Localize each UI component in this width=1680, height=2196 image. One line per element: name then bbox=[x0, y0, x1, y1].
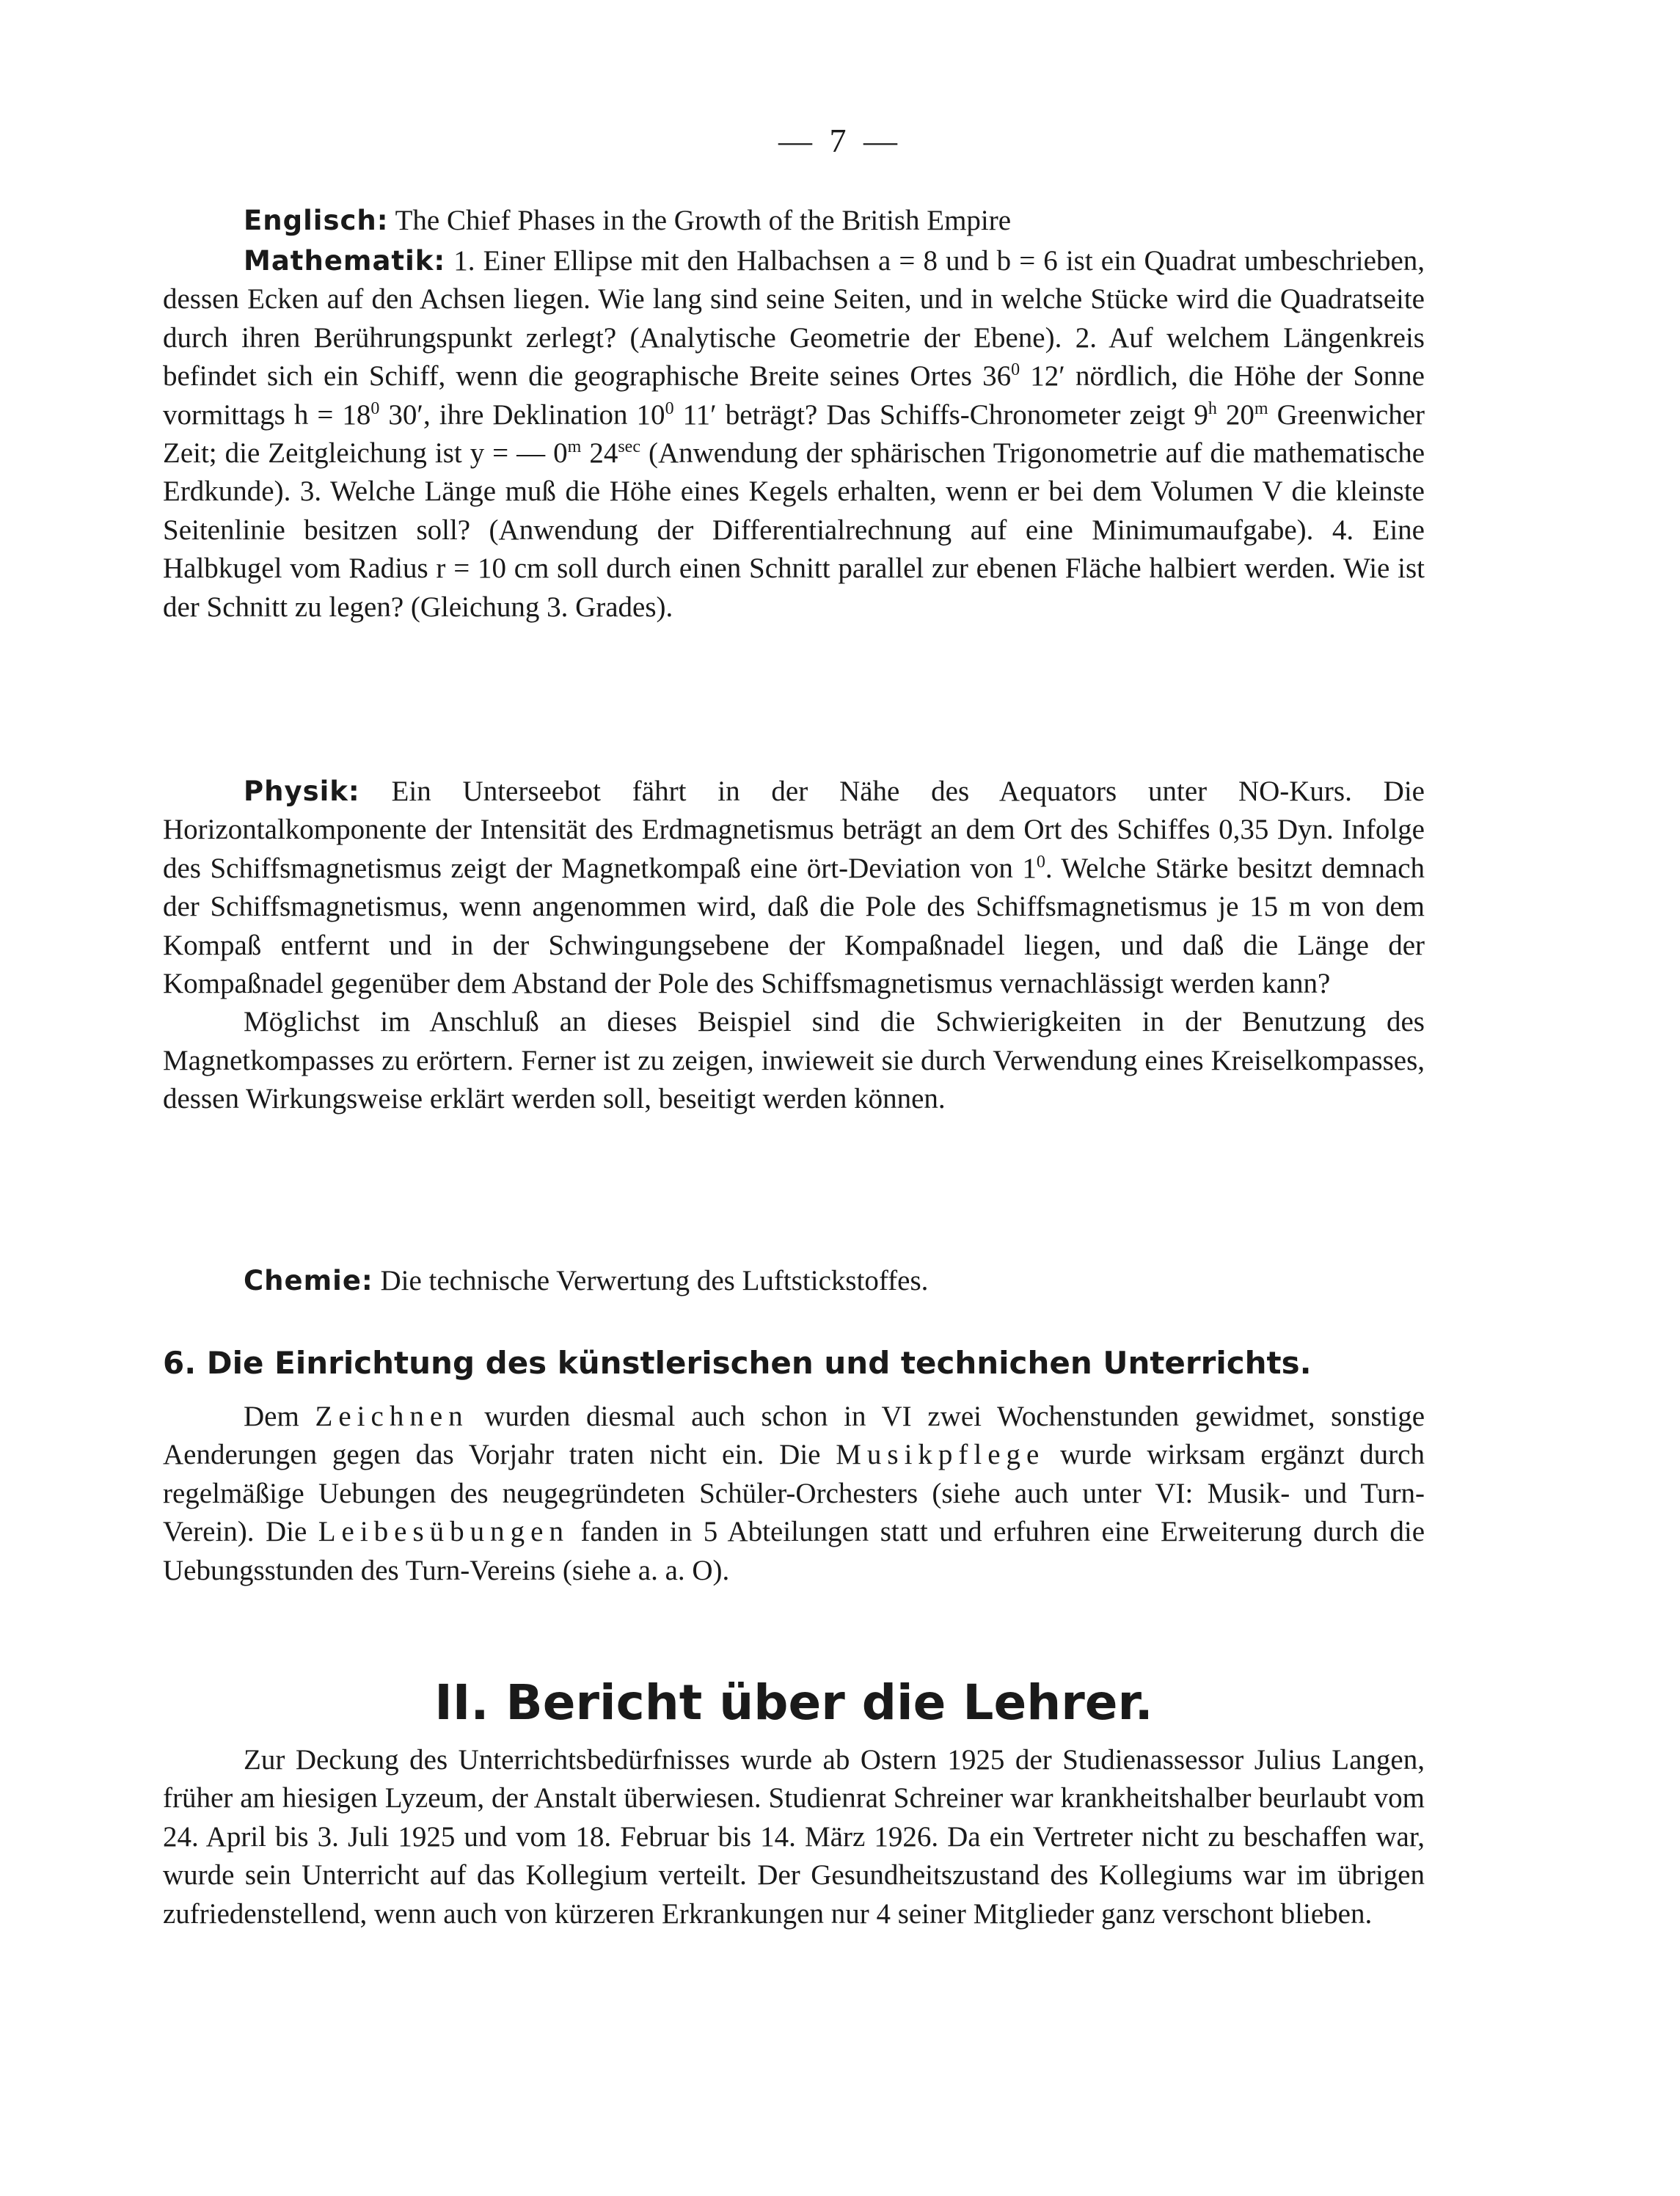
section-6-text: wurden diesmal auch schon in VI zwei Wochenstunden gewidmet, sonstige Aenderungen gegen das Vorjahr traten nicht ein. Die bbox=[163, 1401, 1425, 1471]
chemie-paragraph bbox=[163, 1262, 1425, 1300]
mathematik-text: (Anwendung der sphärischen Trigonometrie auf die mathematische Erdkunde). 3. Welche Länge muß die Höhe eines Kegels erhalten, wenn er bei dem Volumen V die kleinste Seitenlinie besitzen soll? (Anwendung der Differentialrechnung auf eine Minimumaufgabe). 4. Eine Halbkugel vom Radius r = 10 cm soll durch einen Schnitt parallel zur ebenen Fläche halbiert werden. Wie ist der Schnitt zu legen? (Gleichung 3. Grades). bbox=[163, 437, 1425, 623]
degree-sup: 0 bbox=[370, 398, 380, 418]
musikpflege-spaced: Musikpflege bbox=[836, 1439, 1045, 1471]
physik-text: Möglichst im Anschluß an dieses Beispiel sind die Schwierigkeiten in der Benutzung des Magnetkompasses zu erörtern. Ferner ist zu zeigen, inwieweit sie durch Verwendung eines Kreiselkompasses, dessen Wirkungsweise erklärt werden soll, beseitigt werden können. bbox=[163, 1006, 1425, 1115]
mathematik-text: 24 bbox=[581, 437, 618, 470]
chemie-section bbox=[163, 1262, 1425, 1300]
mathematik-text: 20 bbox=[1216, 398, 1254, 431]
part-2-paragraph: Zur Deckung des Unterrichtsbedürfnisses wurde ab Ostern 1925 der Studienassessor Julius Langen, früher am hiesigen Lyzeum, der Anstalt überwiesen. Studienrat Schreiner war krankheitshalber beurlaubt vom 24. April bis 3. Juli 1925 und vom 18. Februar bis 14. März 1926. Da ein Vertreter nicht zu beschaffen war, wurde sein Unterricht auf das Kollegium verteilt. Der Gesundheitszustand des Kollegiums war im übrigen zufriedenstellend, wenn auch von kürzeren Erkrankungen nur 4 seiner Mitglieder ganz verschont blieben. bbox=[163, 1744, 1425, 1930]
mathematik-section bbox=[163, 242, 1425, 627]
mathematik-text: Greenwicher Zeit; die Zeitgleichung ist y = — 0 bbox=[163, 398, 1425, 470]
physik-paragraph bbox=[163, 773, 1425, 1003]
englisch-paragraph bbox=[163, 202, 1425, 240]
part-2-body bbox=[163, 1741, 1425, 1933]
part-2-heading: II. Bericht über die Lehrer. bbox=[434, 1674, 1153, 1731]
part-2 bbox=[163, 1671, 1425, 1734]
zeichnen-spaced: Zeichnen bbox=[315, 1401, 469, 1432]
physik-text: . Welche Stärke besitzt demnach der Schiffsmagnetismus, wenn angenommen wird, daß die Pole des Schiffsmagnetismus je 15 m von dem Kompaß entfernt und in der Schwingungsebene der Kompaßnadel liegen, und daß die Länge der Kompaßnadel gegenüber dem Abstand der Pole des Schiffsmagnetismus vernachlässigt werden kann? bbox=[163, 852, 1425, 1000]
section-6-paragraph bbox=[163, 1398, 1425, 1590]
minute-sup: m bbox=[567, 437, 582, 457]
mathematik-text: 1. Einer Ellipse mit den Halbachsen a = 8 und b = 6 ist ein Quadrat umbeschrieben, dessen Ecken auf den Achsen liegen. Wie lang sind seine Seiten, und in welche Stücke wird die Quadratseite durch ihren Berührungspunkt zerlegt? (Analytische Geometrie der Ebene). 2. Auf welchem Längenkreis befindet sich ein Schiff, wenn die geographische Breite seines Ortes 36 bbox=[163, 245, 1425, 393]
leibesuebungen-spaced: Leibesübungen bbox=[318, 1516, 569, 1548]
degree-sup: 0 bbox=[1011, 360, 1020, 380]
page-number: — 7 — bbox=[778, 122, 902, 159]
section-6-heading: 6. Die Einrichtung des künstlerischen und technichen Unterrichts. bbox=[163, 1345, 1312, 1381]
section-6-text: Dem bbox=[244, 1401, 315, 1432]
section-6-text: wurde wirksam ergänzt durch regelmäßige Uebungen des neugegründeten Schüler-Orchesters (siehe auch unter VI: Musik- und Turn-Verein). Die bbox=[163, 1439, 1425, 1548]
second-sup: sec bbox=[618, 437, 640, 457]
englisch-text: The Chief Phases in the Growth of the British Empire bbox=[395, 205, 1012, 236]
physik-paragraph-2 bbox=[163, 1003, 1425, 1118]
mathematik-label: Mathematik: bbox=[244, 245, 446, 277]
englisch-section bbox=[163, 202, 1425, 240]
mathematik-text: 11′ beträgt? Das Schiffs-Chronometer zeigt 9 bbox=[673, 398, 1208, 431]
chemie-label: Chemie: bbox=[244, 1265, 373, 1296]
minute-sup: m bbox=[1254, 398, 1268, 418]
mathematik-text: 12′ nördlich, die Höhe der Sonne vormittags h = 18 bbox=[163, 360, 1425, 431]
hour-sup: h bbox=[1208, 398, 1217, 418]
englisch-label: Englisch: bbox=[244, 205, 389, 236]
physik-text: Ein Unterseebot fährt in der Nähe des Aequators unter NO-Kurs. Die Horizontalkomponente der Intensität des Erdmagnetismus beträgt an dem Ort des Schiffes 0,35 Dyn. Infolge des Schiffsmagnetismus zeigt der Magnetkompaß eine ört-Deviation von 1 bbox=[163, 776, 1425, 884]
physik-label: Physik: bbox=[244, 776, 360, 807]
physik-section bbox=[163, 773, 1425, 1119]
section-6-body bbox=[163, 1398, 1425, 1590]
section-6-text: fanden in 5 Abteilungen statt und erfuhren eine Erweiterung durch die Uebungsstunden des Turn-Vereins (siehe a. a. O). bbox=[163, 1516, 1425, 1586]
degree-sup: 0 bbox=[1036, 852, 1045, 872]
mathematik-text: 30′, ihre Deklination 10 bbox=[379, 398, 665, 431]
mathematik-paragraph bbox=[163, 242, 1425, 627]
section-6 bbox=[163, 1343, 1425, 1384]
chemie-text: Die technische Verwertung des Luftstickstoffes. bbox=[380, 1265, 929, 1296]
degree-sup: 0 bbox=[665, 398, 674, 418]
